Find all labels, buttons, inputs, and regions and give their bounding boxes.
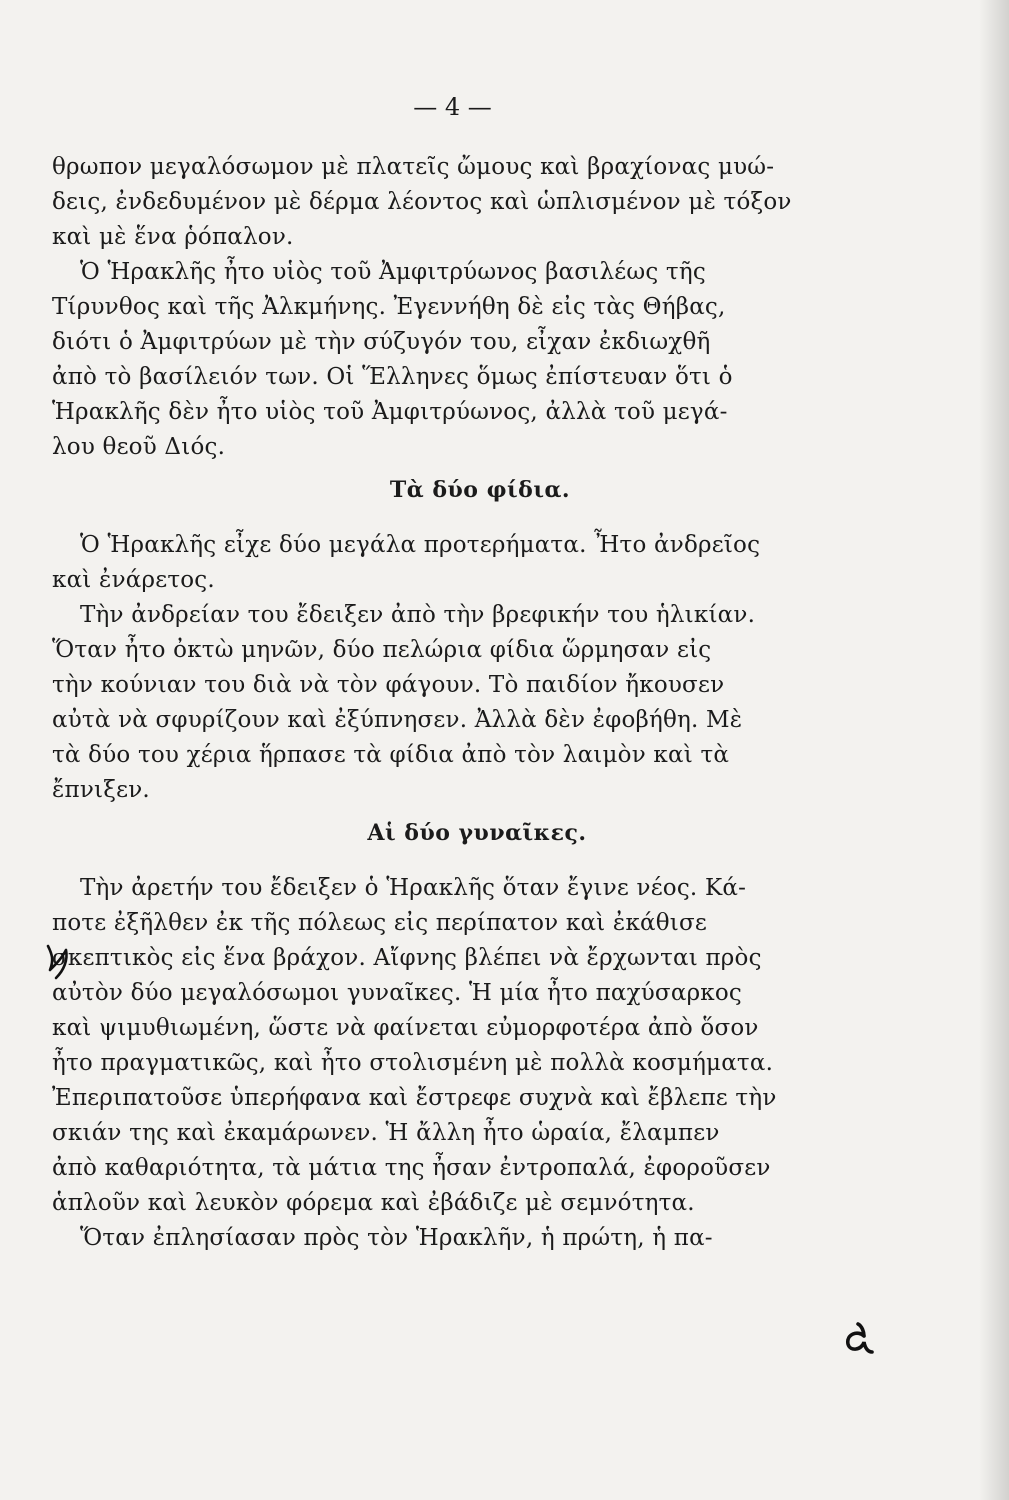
section-heading-snakes: Τὰ δύο φίδια. [389, 477, 571, 503]
text-line: ποτε ἐξῆλθεν ἐκ τῆς πόλεως εἰς περίπατον καὶ ἐκάθισε [52, 910, 708, 936]
handwritten-alpha-icon [840, 1322, 874, 1356]
text-line: ἀπὸ καθαριότητα, τὰ μάτια της ἦσαν ἐντροπαλά, ἐφοροῦσεν [52, 1155, 771, 1181]
text-line: σκεπτικὸς εἰς ἕνα βράχον. Αἴφνης βλέπει νὰ ἔρχωνται πρὸς [52, 945, 762, 971]
text-line: Τίρυνθος καὶ τῆς Ἀλκμήνης. Ἐγεννήθη δὲ εἰς τὰς Θήβας, [52, 294, 726, 320]
text-line: Ὅταν ἦτο ὀκτὼ μηνῶν, δύο πελώρια φίδια ὥρμησαν εἰς [52, 637, 712, 663]
text-line: Ἐπεριπατοῦσε ὑπερήφανα καὶ ἔστρεφε συχνὰ καὶ ἔβλεπε τὴν [52, 1085, 777, 1111]
text-line: θρωπον μεγαλόσωμον μὲ πλατεῖς ὤμους καὶ βραχίονας μυώ- [52, 154, 775, 180]
body-text [52, 150, 902, 1256]
text-line: λου θεοῦ Διός. [52, 434, 226, 460]
text-line: καὶ ψιμυθιωμένη, ὥστε νὰ φαίνεται εὐμορφοτέρα ἀπὸ ὅσον [52, 1015, 759, 1041]
text-line: Ἡρακλῆς δὲν ἦτο υἱὸς τοῦ Ἀμφιτρύωνος, ἀλλὰ τοῦ μεγά- [52, 399, 728, 425]
page-edge-shadow [979, 0, 1009, 1500]
text-line: ἁπλοῦν καὶ λευκὸν φόρεμα καὶ ἐβάδιζε μὲ σεμνότητα. [52, 1190, 695, 1216]
text-line: τὴν κούνιαν του διὰ νὰ τὸν φάγουν. Τὸ παιδίον ἤκουσεν [52, 672, 725, 698]
text-line: καὶ ἐνάρετος. [52, 567, 215, 593]
text-line: διότι ὁ Ἀμφιτρύων μὲ τὴν σύζυγόν του, εἶχαν ἐκδιωχθῆ [52, 329, 711, 355]
text-line: καὶ μὲ ἕνα ῥόπαλον. [52, 224, 294, 250]
text-line: ἔπνιξεν. [52, 777, 150, 803]
text-line: ἀπὸ τὸ βασίλειόν των. Οἱ Ἕλληνες ὅμως ἐπίστευαν ὅτι ὁ [52, 364, 733, 390]
text-line: σκιάν της καὶ ἐκαμάρωνεν. Ἡ ἄλλη ἦτο ὡραία, ἔλαμπεν [52, 1120, 720, 1146]
page-number: — 4 — [413, 93, 492, 121]
text-line: δεις, ἐνδεδυμένον μὲ δέρμα λέοντος καὶ ὡπλισμένον μὲ τόξον [52, 189, 792, 215]
text-line: Ὁ Ἡρακλῆς εἶχε δύο μεγάλα προτερήματα. Ἦτο ἀνδρεῖος [80, 532, 761, 558]
text-line: αὐτὰ νὰ σφυρίζουν καὶ ἐξύπνησεν. Ἀλλὰ δὲν ἐφοβήθη. Μὲ [52, 707, 743, 733]
handwritten-mark-icon [42, 940, 76, 982]
text-line: Ὁ Ἡρακλῆς ἦτο υἱὸς τοῦ Ἀμφιτρύωνος βασιλέως τῆς [80, 259, 706, 285]
text-line: αὐτὸν δύο μεγαλόσωμοι γυναῖκες. Ἡ μία ἦτο παχύσαρκος [52, 980, 742, 1006]
text-line: Ὅταν ἐπλησίασαν πρὸς τὸν Ἡρακλῆν, ἡ πρώτη, ἡ πα- [80, 1225, 713, 1251]
text-line: Τὴν ἀρετήν του ἔδειξεν ὁ Ἡρακλῆς ὅταν ἔγινε νέος. Κά- [80, 875, 747, 901]
text-line: τὰ δύο του χέρια ἥρπασε τὰ φίδια ἀπὸ τὸν λαιμὸν καὶ τὰ [52, 742, 730, 768]
text-line: Τὴν ἀνδρείαν του ἔδειξεν ἀπὸ τὴν βρεφικήν του ἡλικίαν. [80, 602, 756, 628]
text-line: ἦτο πραγματικῶς, καὶ ἦτο στολισμένη μὲ πολλὰ κοσμήματα. [52, 1050, 774, 1076]
section-heading-women: Αἱ δύο γυναῖκες. [367, 820, 587, 846]
